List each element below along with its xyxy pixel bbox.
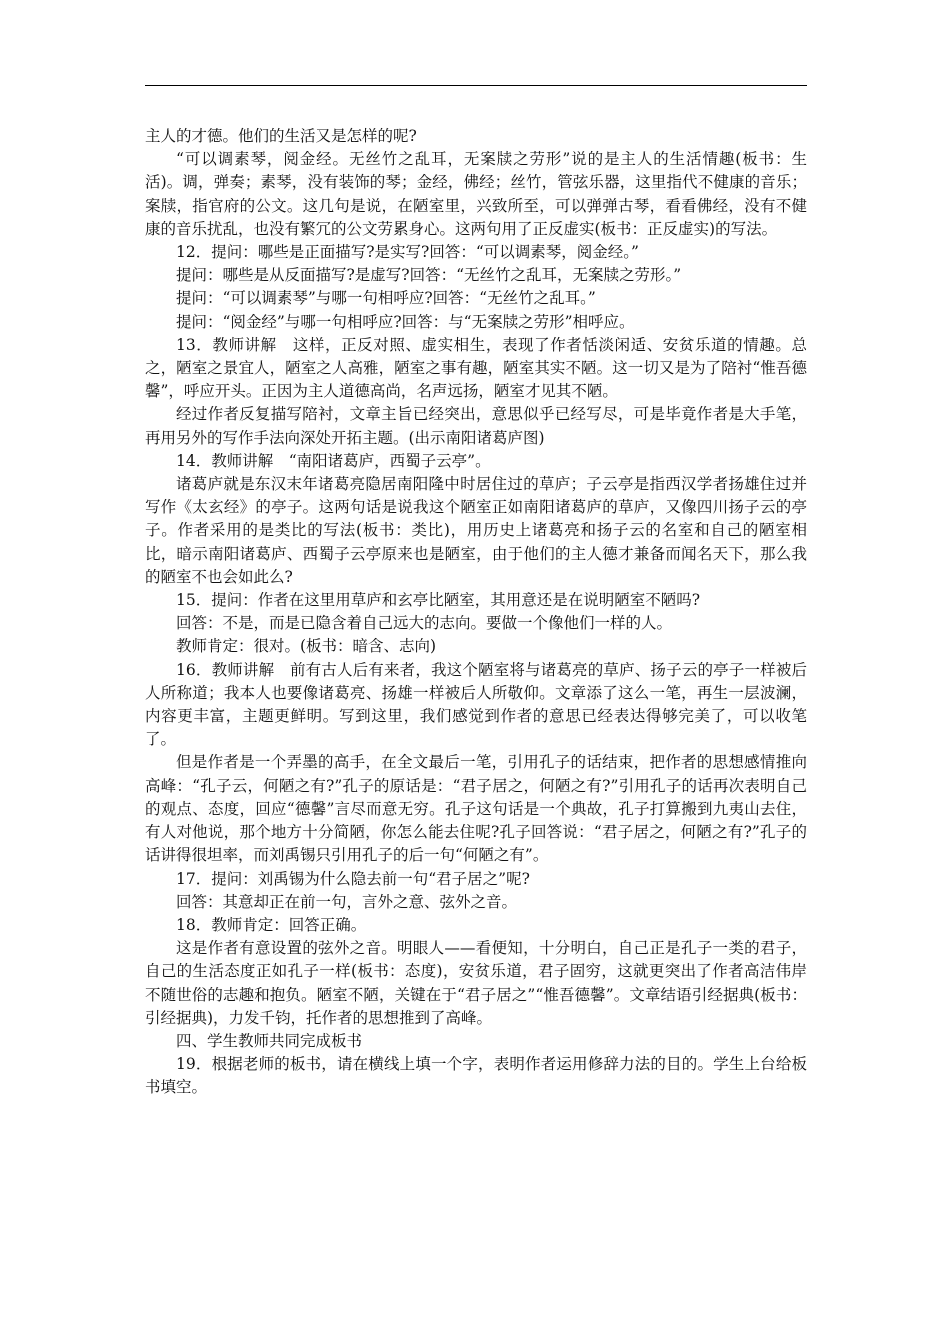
paragraph: 这是作者有意设置的弦外之音。明眼人——看便知，十分明白，自己正是孔子一类的君子，自己的生活态度正如孔子一样(板书：态度)，安贫乐道，君子固穷，这就更突出了作者高洁伟岸不随世俗的志趣和抱负。陋室不陋，关键在于“君子居之”“惟吾德馨”。文章结语引经据典(板书：引经据典)，力发千钧，托作者的思想推到了高峰。 — [145, 939, 807, 1027]
paragraph: 提问：哪些是从反面描写?是虚写?回答：“无丝竹之乱耳，无案牍之劳形。” — [176, 266, 682, 285]
paragraph: 17．提问：刘禹锡为什么隐去前一句“君子居之”呢? — [176, 869, 530, 888]
paragraph: 回答：其意却正在前一句，言外之意、弦外之音。 — [176, 892, 518, 911]
paragraph: 经过作者反复描写陪衬，文章主旨已经突出，意思似乎已经写尽，可是毕竟作者是大手笔，再用另外的写作手法向深处开拓主题。(出示南阳诸葛庐图) — [145, 405, 807, 447]
paragraph: 13．教师讲解 这样，正反对照、虚实相生，表现了作者恬淡闲适、安贫乐道的情趣。总之，陋室之景宜人，陋室之人高雅，陋室之事有趣，陋室其实不陋。这一切又是为了陪衬“惟吾德馨”，呼应开头。正因为主人道德高尚，名声远扬，陋室才见其不陋。 — [145, 335, 807, 401]
paragraph: 19．根据老师的板书，请在横线上填一个字，表明作者运用修辞力法的目的。学生上台给板书填空。 — [145, 1055, 807, 1097]
paragraph: 提问：“阅金经”与哪一句相呼应?回答：与“无案牍之劳形”相呼应。 — [176, 312, 635, 331]
header-rule — [145, 85, 807, 86]
paragraph: 16．教师讲解 前有古人后有来者，我这个陋室将与诸葛亮的草庐、扬子云的亭子一样被后人所称道；我本人也要像诸葛亮、扬雄一样被后人所敬仰。文章添了这么一笔，再生一层波澜，内容更丰富，主题更鲜明。写到这里，我们感觉到作者的意思已经表达得够完美了，可以收笔了。 — [145, 660, 807, 749]
paragraph: 12．提问：哪些是正面描写?是实写?回答：“可以调素琴，阅金经。” — [176, 243, 639, 262]
paragraph: 18．教师肯定：回答正确。 — [176, 915, 367, 934]
paragraph: 诸葛庐就是东汉末年诸葛亮隐居南阳隆中时居住过的草庐；子云亭是指西汉学者扬雄住过并写作《太玄经》的亭子。这两句话是说我这个陋室正如南阳诸葛庐的草庐，又像四川扬子云的亭子。作者采用的是类比的写法(板书：类比)，用历史上诸葛亮和扬子云的名室和自己的陋室相比，暗示南阳诸葛庐、西蜀子云亭原来也是陋室，由于他们的主人德才兼备而闻名天下，那么我的陋室不也会如此么? — [145, 475, 807, 586]
paragraph: 提问：“可以调素琴”与哪一句相呼应?回答：“无丝竹之乱耳。” — [176, 289, 596, 308]
paragraph: 教师肯定：很对。(板书：暗含、志向) — [176, 637, 437, 656]
paragraph: 主人的才德。他们的生活又是怎样的呢? — [145, 127, 417, 145]
section-heading: 四、学生教师共同完成板书 — [176, 1031, 363, 1050]
paragraph: 14．教师讲解 “南阳诸葛庐，西蜀子云亭”。 — [176, 451, 491, 470]
paragraph: “可以调素琴，阅金经。无丝竹之乱耳，无案牍之劳形”说的是主人的生活情趣(板书：生活)。调，弹奏；素琴，没有装饰的琴；金经，佛经；丝竹，管弦乐器，这里指代不健康的音乐；案牍，指官府的公文。这几句是说，在陋室里，兴致所至，可以弹弹古琴，看看佛经，没有不健康的音乐扰乱，也没有繁冗的公文劳累身心。这两句用了正反虚实(板书：正反虚实)的写法。 — [145, 150, 807, 238]
paragraph: 15．提问：作者在这里用草庐和玄亭比陋室，其用意还是在说明陋室不陋吗? — [176, 591, 701, 610]
paragraph: 回答：不是，而是已隐含着自己远大的志向。要做一个像他们一样的人。 — [176, 614, 673, 633]
paragraph: 但是作者是一个弄墨的高手，在全文最后一笔，引用孔子的话结束，把作者的思想感情推向高峰：“孔子云，何陋之有?”孔子的原话是：“君子居之，何陋之有?”引用孔子的话再次表明自己的观点、态度，回应“德馨”言尽而意无穷。孔子这句话是一个典故，孔子打算搬到九夷山去住，有人对他说，那个地方十分简陋，你怎么能去住呢?孔子回答说：“君子居之，何陋之有?”孔子的话讲得很坦率，而刘禹锡只引用孔子的后一句“何陋之有”。 — [145, 753, 807, 865]
document-body — [145, 125, 807, 1100]
